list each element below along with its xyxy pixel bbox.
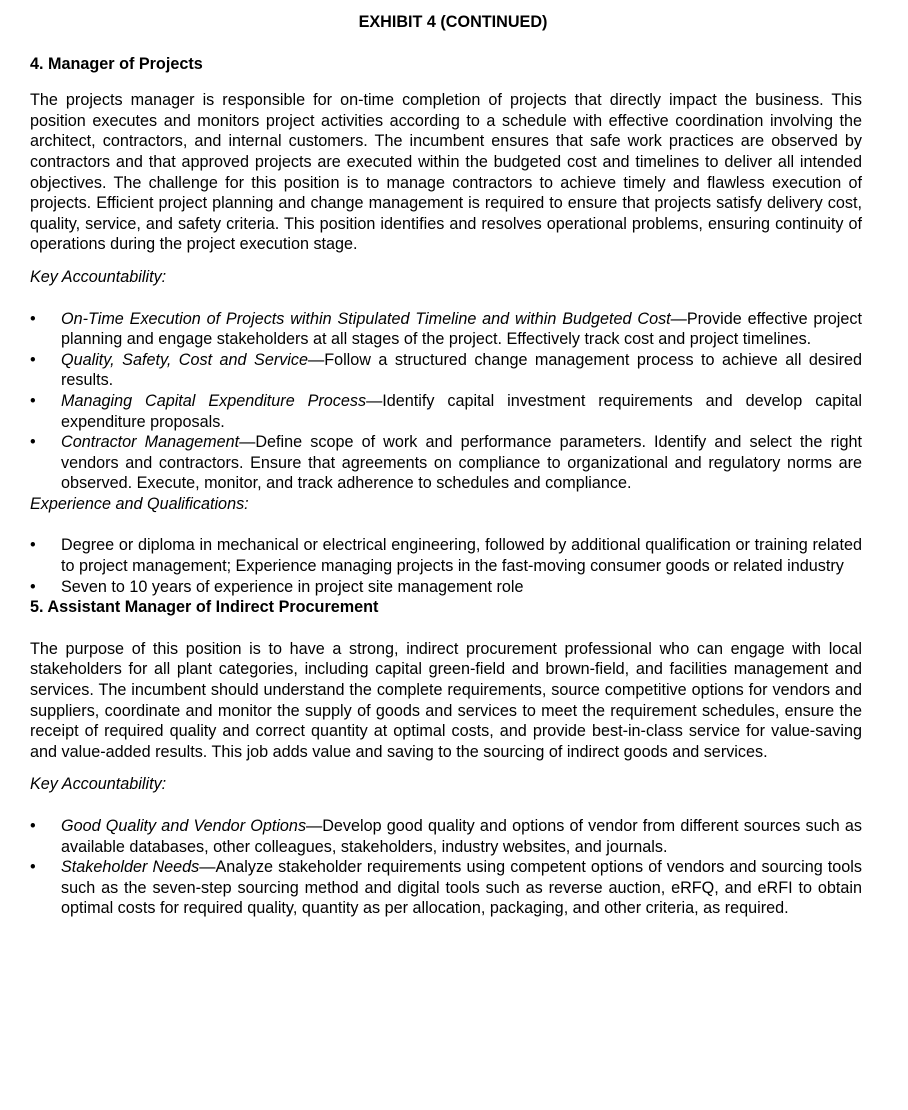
bullet-icon: • (30, 350, 36, 369)
item-text: —Follow a structured change management process to achieve all desired results. (61, 350, 862, 390)
bullet-icon: • (30, 858, 36, 877)
bullet-icon: • (30, 433, 36, 452)
list-item (30, 391, 862, 432)
item-text: Degree or diploma in mechanical or electrical engineering, followed by additional qualification or training related to project management; Experience managing projects in the fast-moving consumer goods or related industry (61, 536, 862, 576)
item-lead: On-Time Execution of Projects within Stipulated Timeline and within Budgeted Cost (61, 309, 671, 328)
section-4-experience-list (30, 535, 862, 597)
list-item (30, 857, 862, 919)
section-4-experience-heading: Experience and Qualifications: (30, 494, 249, 513)
list-item (30, 535, 862, 576)
exhibit-title: EXHIBIT 4 (CONTINUED) (358, 13, 548, 31)
bullet-icon: • (30, 817, 36, 835)
item-text: —Provide effective project planning and engage stakeholders at all stages of the project. Effectively track cost and project timelines. (61, 309, 863, 349)
list-item (30, 350, 862, 391)
list-item (30, 432, 862, 494)
item-text: —Develop good quality and options of vendor from different sources such as available databases, other colleagues, stakeholders, industry websites, and journals. (61, 817, 862, 856)
section-4-accountability-heading: Key Accountability: (30, 267, 167, 286)
section-4-accountability-list (30, 309, 862, 494)
section-4-heading: 4. Manager of Projects (30, 54, 203, 73)
item-text: Seven to 10 years of experience in project site management role (61, 577, 524, 596)
item-text: —Identify capital investment requirements and develop capital expenditure proposals. (61, 391, 862, 431)
bullet-icon: • (30, 391, 36, 410)
item-lead: Contractor Management (61, 433, 240, 452)
item-text: —Define scope of work and performance parameters. Identify and select the right vendors and contractors. Ensure that agreements on compliance to organizational and regulatory norms are observed. Execute, monitor, and track adherence to schedules and compliance. (61, 433, 862, 493)
bullet-icon: • (30, 309, 36, 328)
list-item (30, 577, 862, 598)
list-item (30, 816, 862, 857)
item-lead: Stakeholder Needs (61, 858, 200, 877)
list-item (30, 309, 862, 350)
bullet-icon: • (30, 577, 36, 596)
section-5-accountability-heading: Key Accountability: (30, 775, 167, 794)
section-5-paragraph: The purpose of this position is to have a strong, indirect procurement professional who can engage with local stakeholders for all plant categories, including capital green-field and brown-field, and facilities management and services. The incumbent should understand the complete requirements, source competitive options for vendors and suppliers, coordinate and monitor the supply of goods and services to meet the requirement schedules, ensure the receipt of required quality and correct quantity at optimal costs, and provide best-in-class service for value-saving and value-added results. This job adds value and saving to the sourcing of indirect goods and services. (30, 639, 862, 761)
item-lead: Quality, Safety, Cost and Service (61, 350, 308, 369)
section-4-paragraph: The projects manager is responsible for on-time completion of projects that directly impact the business. This position executes and monitors project activities according to a schedule with effective coordination involving the architect, contractors, and internal customers. The incumbent ensures that safe work practices are observed by contractors and that approved projects are executed within the budgeted cost and timelines to deliver all intended objectives. The challenge for this position is to manage contractors to achieve timely and flawless execution of projects. Efficient project planning and change management is required to ensure that projects satisfy delivery cost, quality, service, and safety criteria. This position identifies and resolves operational problems, ensuring continuity of operations during the project execution stage. (30, 91, 862, 254)
item-lead: Good Quality and Vendor Options (61, 817, 307, 835)
section-5-heading: 5. Assistant Manager of Indirect Procurement (30, 598, 379, 617)
item-lead: Managing Capital Expenditure Process (61, 391, 367, 410)
item-text: —Analyze stakeholder requirements using competent options of vendors and sourcing tools such as the seven-step sourcing method and digital tools such as reverse auction, eRFQ, and eRFI to obtain optimal costs for required quality, quantity as per allocation, packaging, and other criteria, as required. (61, 858, 862, 918)
bullet-icon: • (30, 536, 36, 555)
section-5-accountability-list (30, 816, 862, 919)
